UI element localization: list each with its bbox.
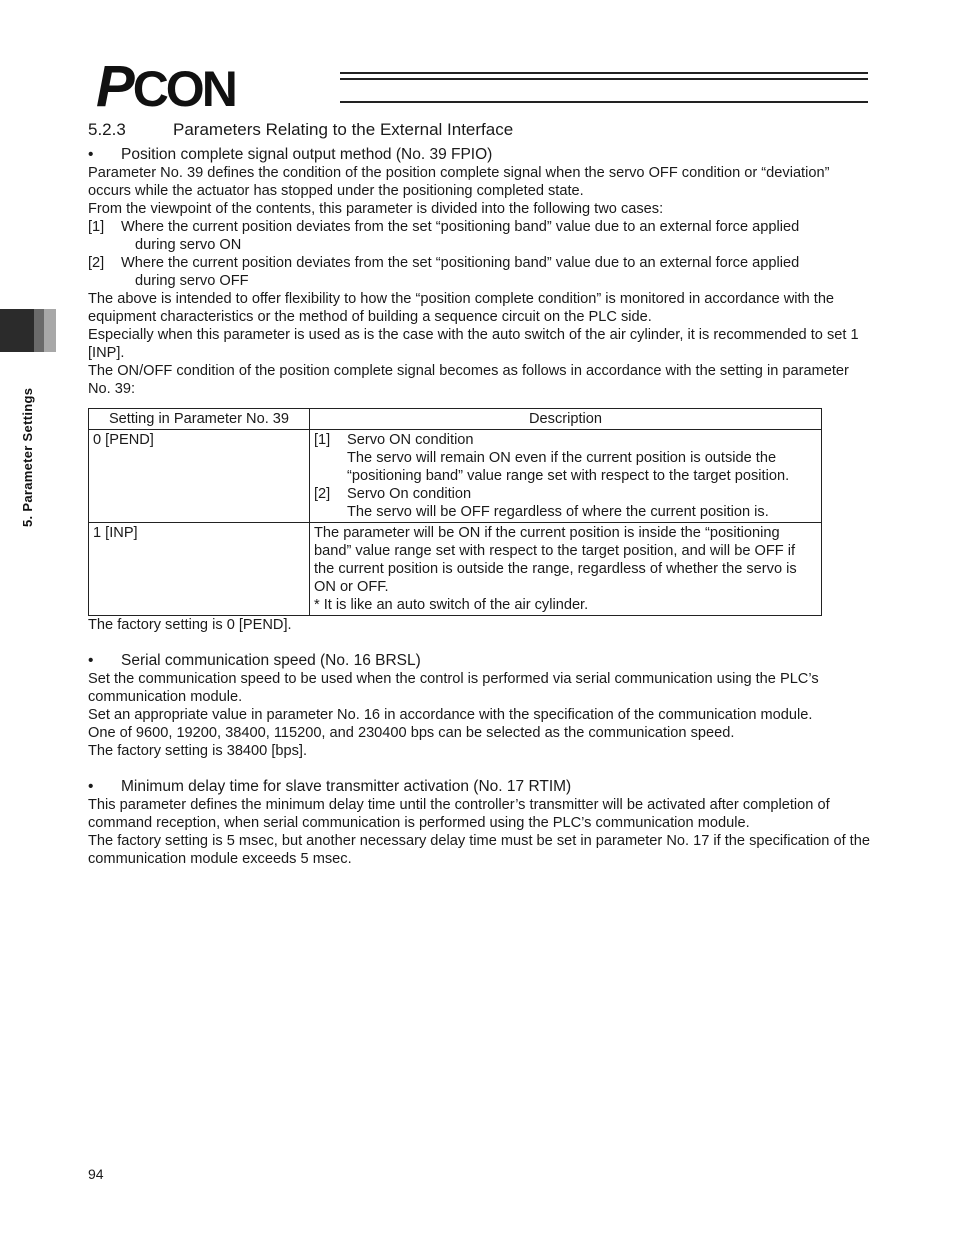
brsl-paragraph-3: One of 9600, 19200, 38400, 115200, and 230400 bps can be selected as the communication speed.	[88, 725, 735, 741]
fpio-heading-text: Position complete signal output method (No. 39 FPIO)	[121, 146, 493, 163]
section-number: 5.2.3	[88, 120, 126, 139]
fpio-paragraph-4: Especially when this parameter is used as is the case with the auto switch of the air cylinder, it is recommended to set 1 [INP].	[88, 327, 859, 361]
section-title	[88, 121, 873, 139]
header-rule-3	[340, 101, 868, 103]
table-row	[89, 523, 822, 616]
chapter-tab-light	[44, 309, 56, 352]
fpio-settings-table	[88, 408, 822, 616]
table-header-setting: Setting in Parameter No. 39	[89, 409, 310, 430]
bullet-icon: •	[88, 652, 94, 669]
case-index: [1]	[88, 219, 105, 235]
table-row	[89, 430, 822, 523]
logo-p: P	[96, 54, 133, 119]
chapter-tab-mid	[34, 309, 44, 352]
rtim-heading-text: Minimum delay time for slave transmitter activation (No. 17 RTIM)	[121, 778, 572, 795]
brsl-heading-text: Serial communication speed (No. 16 BRSL)	[121, 652, 421, 669]
page-content	[88, 121, 873, 868]
fpio-paragraph-2: From the viewpoint of the contents, this parameter is divided into the following two cases:	[88, 201, 664, 217]
case-text: Where the current position deviates from the set “positioning band” value due to an external force applied	[121, 255, 800, 271]
fpio-paragraph-5: The ON/OFF condition of the position complete signal becomes as follows in accordance with the setting in parameter No. 39:	[88, 363, 849, 397]
case-text: Where the current position deviates from the set “positioning band” value due to an external force applied	[121, 219, 800, 235]
page-number: 94	[88, 1166, 104, 1182]
brsl-paragraph-4: The factory setting is 38400 [bps].	[88, 743, 308, 759]
item-title: Servo ON condition	[347, 432, 474, 448]
chapter-label: 5. Parameter Settings	[20, 387, 35, 527]
header-rule-2	[340, 78, 868, 80]
item-title: Servo On condition	[347, 486, 472, 502]
rtim-heading	[88, 778, 873, 796]
fpio-case-1	[88, 218, 873, 254]
pcon-logo	[96, 54, 235, 119]
table-note: * It is like an auto switch of the air cylinder.	[314, 597, 589, 613]
rtim-paragraph-2: The factory setting is 5 msec, but another necessary delay time must be set in parameter No. 17 if the specification of the communication module exceeds 5 msec.	[88, 833, 870, 867]
table-header-row	[89, 409, 822, 430]
table-cell-description: [1] Servo ON condition The servo will remain ON even if the current position is outside the “positioning band” value range set with respect to the target position. [2] Servo On condition The servo will be OFF regardless of where the current position is.	[310, 430, 822, 523]
section-heading: Parameters Relating to the External Interface	[173, 120, 514, 139]
case-text-cont: during servo ON	[135, 237, 242, 253]
bullet-icon: •	[88, 146, 94, 163]
fpio-paragraph-3: The above is intended to offer flexibility to how the “position complete condition” is monitored in accordance with the equipment characteristics or the method of building a sequence circuit on the PLC side.	[88, 291, 835, 325]
brsl-paragraph-1: Set the communication speed to be used when the control is performed via serial communication using the PLC’s communication module.	[88, 671, 819, 705]
item-text: The servo will remain ON even if the current position is outside the “positioning band” value range set with respect to the target position.	[347, 450, 790, 484]
fpio-paragraph-1: Parameter No. 39 defines the condition of the position complete signal when the servo OFF condition or “deviation” occurs while the actuator has stopped under the positioning completed state.	[88, 165, 830, 199]
table-header-description: Description	[310, 409, 822, 430]
case-index: [2]	[88, 255, 105, 271]
brsl-paragraph-2: Set an appropriate value in parameter No. 16 in accordance with the specification of the communication module.	[88, 707, 813, 723]
header-rule-1	[340, 72, 868, 74]
table-cell-setting: 0 [PEND]	[89, 430, 310, 523]
fpio-case-2	[88, 254, 873, 290]
case-text-cont: during servo OFF	[135, 273, 249, 289]
logo-con: CON	[132, 61, 235, 117]
fpio-heading	[88, 146, 873, 164]
brsl-heading	[88, 652, 873, 670]
rtim-paragraph-1: This parameter defines the minimum delay time until the controller’s transmitter will be activated after completion of command reception, when serial communication is performed using the PLC’s communication module.	[88, 797, 830, 831]
bullet-icon: •	[88, 778, 94, 795]
table-cell-setting: 1 [INP]	[89, 523, 310, 616]
table-cell-description: The parameter will be ON if the current position is inside the “positioning band” value range set with respect to the target position, and will be OFF if the current position is outside the range, regardless of whether the servo is ON or OFF. * It is like an auto switch of the air cylinder.	[310, 523, 822, 616]
fpio-factory-setting: The factory setting is 0 [PEND].	[88, 617, 292, 633]
chapter-tab-dark	[0, 309, 34, 352]
item-text: The servo will be OFF regardless of where the current position is.	[347, 504, 769, 520]
